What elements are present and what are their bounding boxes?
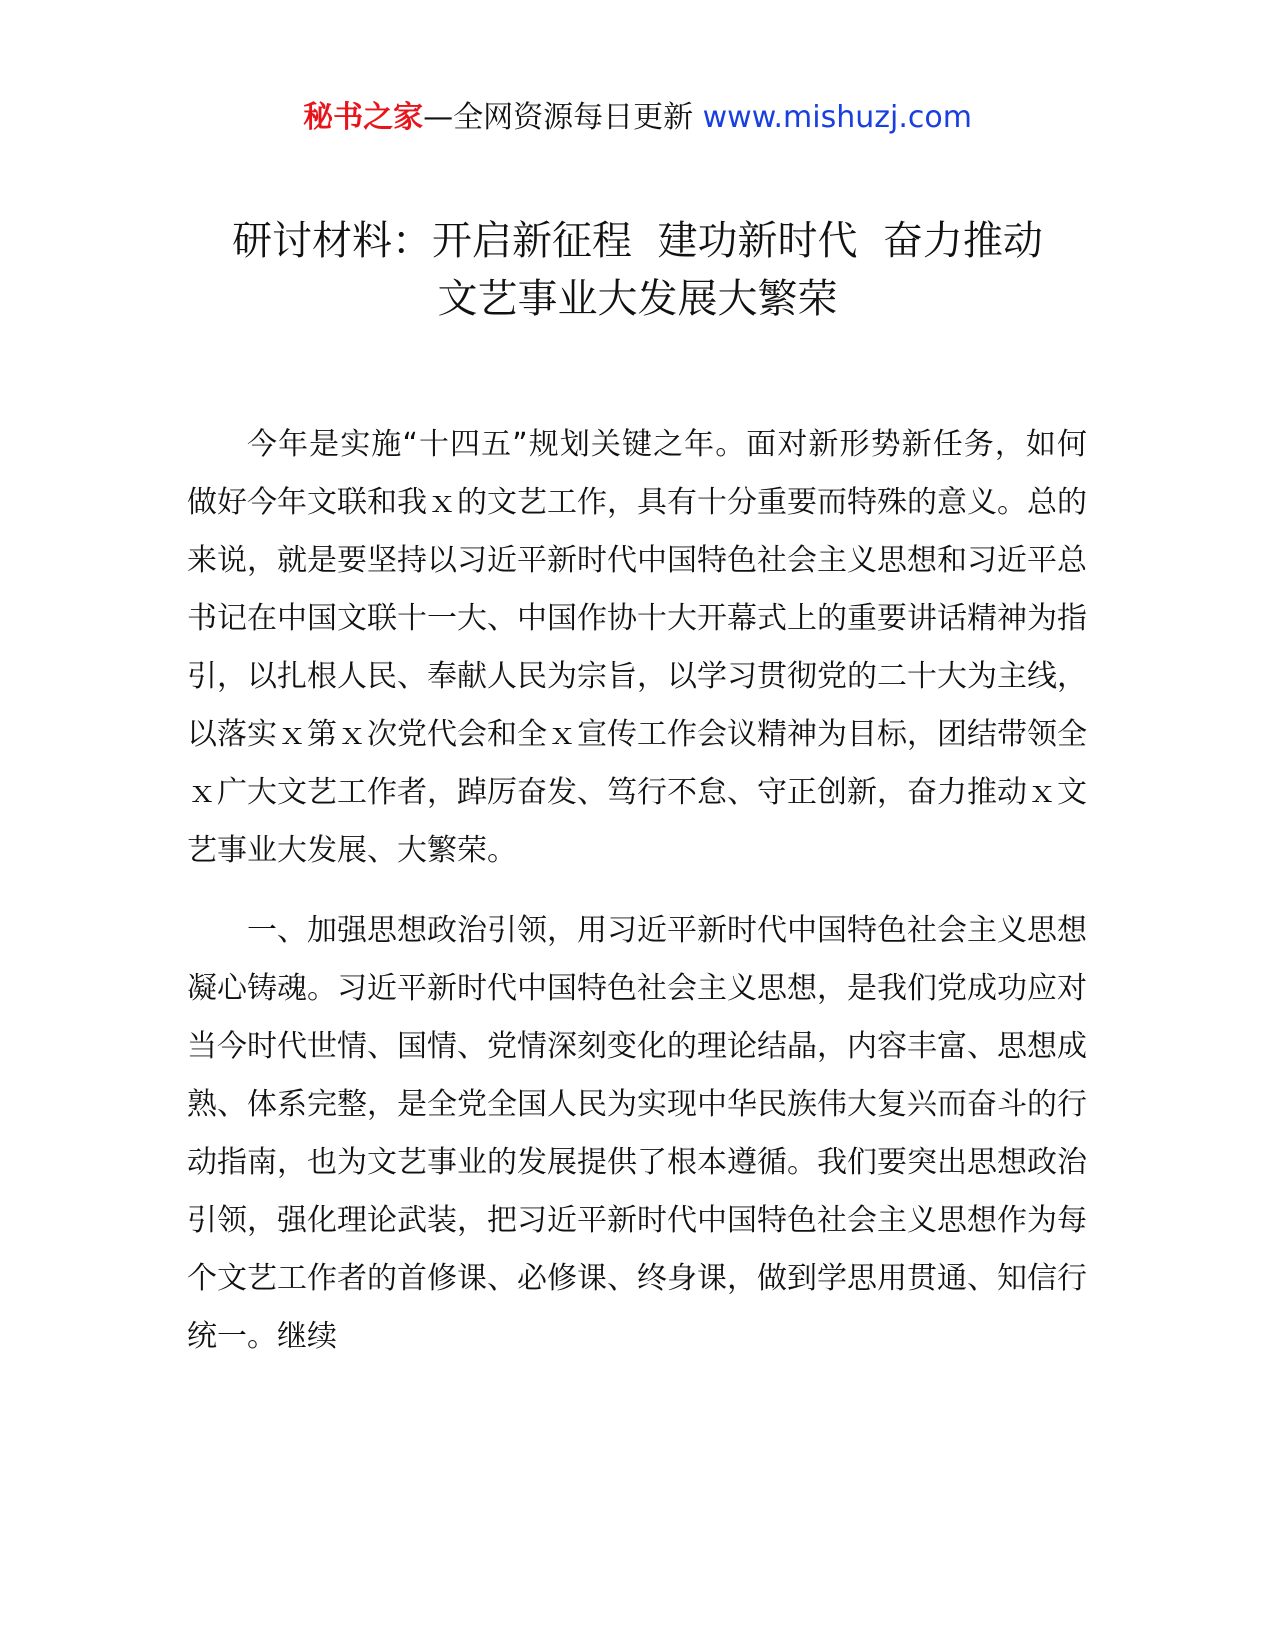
section-1-heading: 一、加强思想政治引领，用习近平新时代中国特色社会主义思想凝心铸魂。 bbox=[187, 913, 1087, 1006]
paragraph-intro: 今年是实施“十四五”规划关键之年。面对新形势新任务，如何做好今年文联和我ｘ的文艺工作，具有十分重要而特殊的意义。总的来说，就是要坚持以习近平新时代中国特色社会主义思想和习近平总书记在中国文联十一大、中国作协十大开幕式上的重要讲话精神为指引，以扎根人民、奉献人民为宗旨，以学习贯彻党的二十大为主线，以落实ｘ第ｘ次党代会和全ｘ宣传工作会议精神为目标，团结带领全ｘ广大文艺工作者，踔厉奋发、笃行不怠、守正创新，奋力推动ｘ文艺事业大发展、大繁荣。 bbox=[187, 427, 1087, 868]
paragraph-section-1 bbox=[187, 902, 1087, 1366]
title-line-1: 研讨材料：开启新征程 建功新时代 奋力推动 bbox=[232, 218, 1043, 264]
header-tagline: —全网资源每日更新 bbox=[423, 100, 694, 135]
brand-name: 秘书之家 bbox=[303, 100, 424, 135]
section-1-text: 习近平新时代中国特色社会主义思想，是我们党成功应对当今时代世情、国情、党情深刻变化的理论结晶，内容丰富、思想成熟、体系完整，是全党全国人民为实现中华民族伟大复兴而奋斗的行动指南，也为文艺事业的发展提供了根本遵循。我们要突出思想政治引领，强化理论武装，把习近平新时代中国特色社会主义思想作为每个文艺工作者的首修课、必修课、终身课，做到学思用贯通、知信行统一。继续 bbox=[187, 971, 1087, 1354]
site-header bbox=[0, 96, 1275, 140]
title-line-2: 文艺事业大发展大繁荣 bbox=[437, 276, 838, 322]
document-title bbox=[0, 212, 1275, 328]
document-body bbox=[187, 416, 1087, 1366]
site-url-link[interactable]: www.mishuzj.com bbox=[702, 100, 972, 135]
